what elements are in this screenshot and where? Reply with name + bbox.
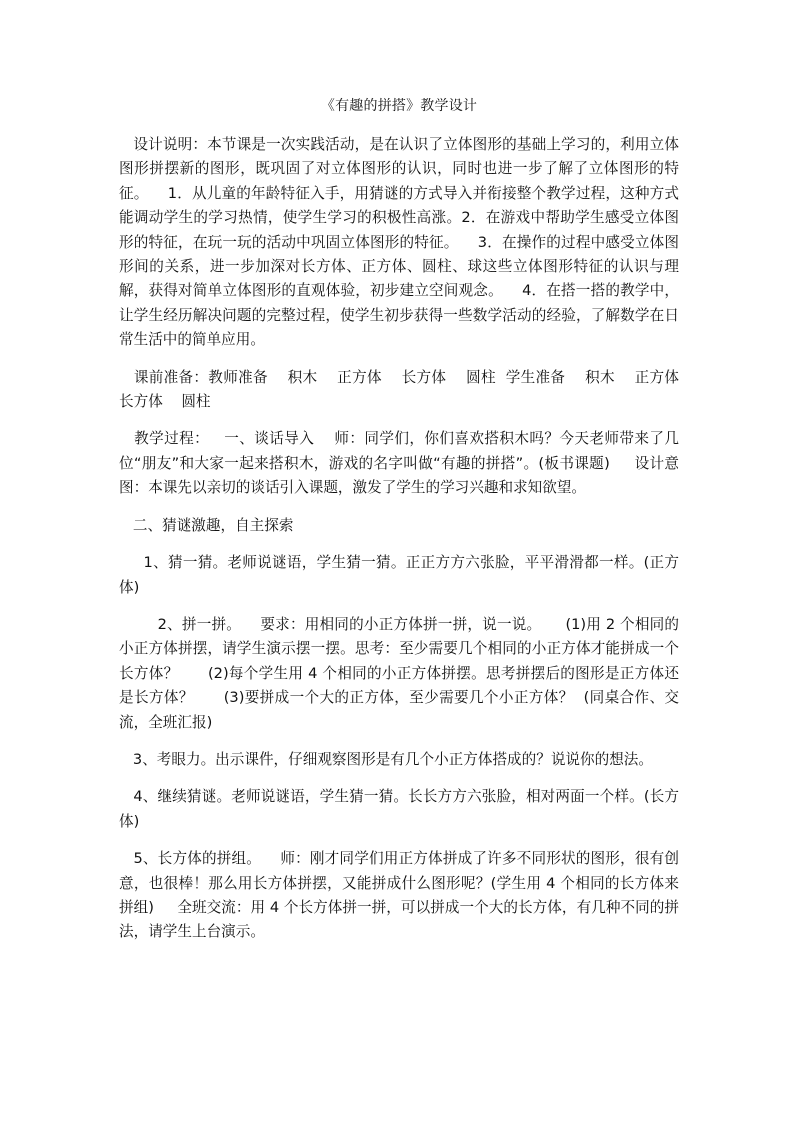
step-assemble-paragraph: 2、拼一拼。 要求：用相同的小正方体拼一拼，说一说。 (1)用 2 个相同的小正方体拼摆，请学生演示摆一摆。思考：至少需要几个相同的小正方体才能拼成一个长方体？ (2)每个学生用 4 个相同的小正方体拼摆。思考拼摆后的图形是正方体还是长方体？ (3)要拼成一个大的正方体，至少需要几个小正方体？ (同桌合作、交流，全班汇报) [119,615,679,731]
step-cuboid-paragraph: 5、长方体的拼组。 师：刚才同学们用正方体拼成了许多不同形状的图形，很有创意，也很棒！那么用长方体拼摆，又能拼成什么图形呢？(学生用 4 个相同的长方体来拼组) 全班交流：用 4 个长方体拼一拼，可以拼成一个大的长方体，有几种不同的拼法，请学生上台演示。 [119,850,679,941]
step-riddle-paragraph: 4、继续猜谜。老师说谜语，学生猜一猜。长长方方六张脸，相对两面一个样。(长方体) [119,788,680,830]
document-page [119,96,698,958]
document-title: 《有趣的拼搭》教学设计 [320,98,478,114]
teaching-process-paragraph: 教学过程： 一、谈话导入 师：同学们，你们喜欢搭积木吗？今天老师带来了几位“朋友”和大家一起来搭积木，游戏的名字叫做“有趣的拼搭”。(板书课题) 设计意图：本课先以亲切的谈话引入课题，激发了学生的学习兴趣和求知欲望。 [119,430,679,497]
step-observe-paragraph: 3、考眼力。出示课件，仔细观察图形是有几个小正方体搭成的？说说你的想法。 [119,750,653,768]
step-guess-paragraph: 1、猜一猜。老师说谜语，学生猜一猜。正正方方六张脸，平平滑滑都一样。(正方体) [119,554,679,596]
preparation-paragraph: 课前准备：教师准备 积木 正方体 长方体 圆柱 学生准备 积木 正方体 长方体 圆柱 [119,368,698,411]
section-two-heading: 二、猜谜激趣，自主探索 [119,516,294,534]
design-notes-paragraph: 设计说明：本节课是一次实践活动，是在认识了立体图形的基础上学习的，利用立体图形拼摆新的图形，既巩固了对立体图形的认识，同时也进一步了解了立体图形的特征。 1．从儿童的年龄特征入手，用猜谜的方式导入并衔接整个教学过程，这种方式能调动学生的学习热情，使学生学习的积极性高涨。2．在游戏中帮助学生感受立体图形的特征，在玩一玩的活动中巩固立体图形的特征。 3．在操作的过程中感受立体图形间的关系，进一步加深对长方体、正方体、圆柱、球这些立体图形特征的认识与理解，获得对简单立体图形的直观体验，初步建立空间观念。 4．在搭一搭的教学中，让学生经历解决问题的完整过程，使学生初步获得一些数学活动的经验，了解数学在日常生活中的简单应用。 [119,136,679,349]
